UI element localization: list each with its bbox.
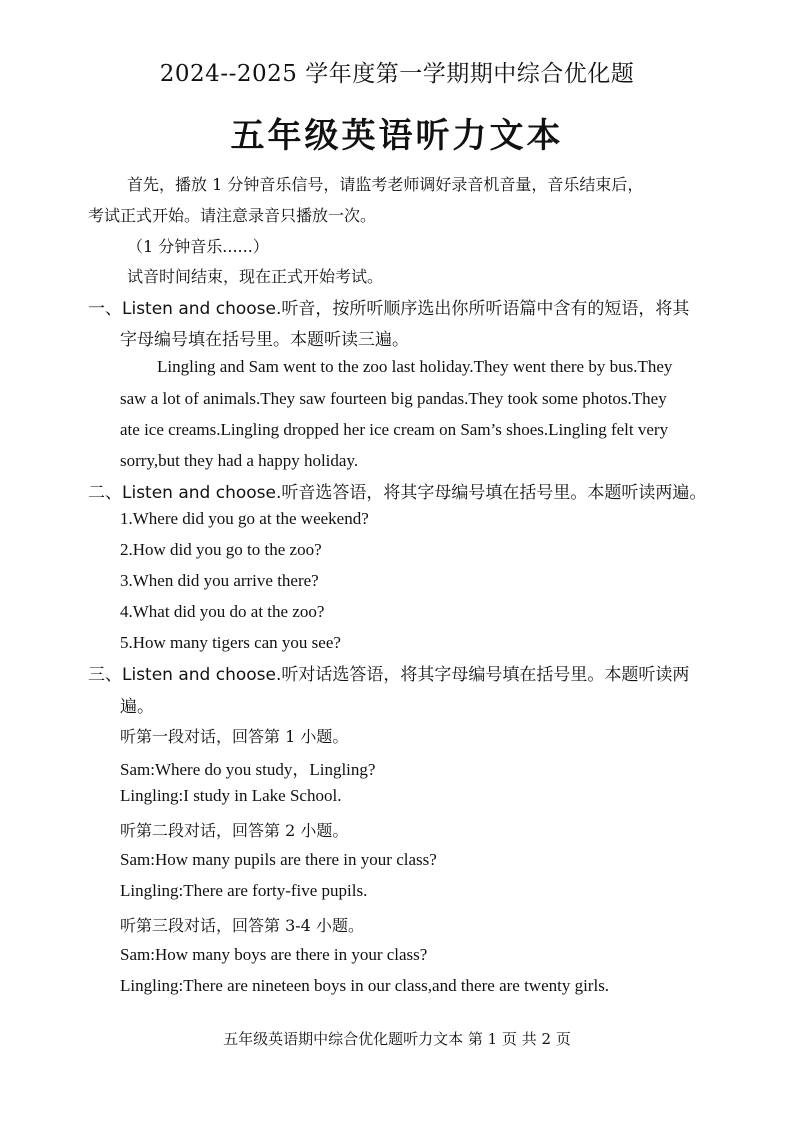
intro-line: 试音时间结束，现在正式开始考试。	[127, 267, 384, 286]
section-1-heading: 一、Listen and choose.听音，按所听顺序选出你所听语篇中含有的短语，将其	[88, 299, 690, 319]
section-2-heading: 二、Listen and choose.听音选答语，将其字母编号填在括号里。本题听读两遍。	[88, 483, 707, 503]
passage-line: saw a lot of animals.They saw fourteen big pandas.They took some photos.They	[120, 389, 667, 408]
intro-line: 考试正式开始。请注意录音只播放一次。	[88, 206, 377, 225]
section-1-heading-cont: 字母编号填在括号里。本题听读三遍。	[120, 330, 409, 350]
question-item: 3.When did you arrive there?	[120, 571, 319, 590]
dialogue-line: Lingling:I study in Lake School.	[120, 786, 342, 805]
question-item: 5.How many tigers can you see?	[120, 633, 341, 652]
page-footer: 五年级英语期中综合优化题听力文本 第 1 页 共 2 页	[223, 1030, 571, 1048]
question-item: 2.How did you go to the zoo?	[120, 540, 322, 559]
dialogue-line: Sam:How many pupils are there in your class?	[120, 850, 437, 869]
dialogue-instruction: 听第一段对话，回答第 1 小题。	[120, 727, 349, 746]
section-3-heading-cont: 遍。	[120, 697, 154, 717]
passage-line: sorry,but they had a happy holiday.	[120, 451, 359, 470]
dialogue-line: Lingling:There are forty-five pupils.	[120, 881, 368, 900]
intro-line: （1 分钟音乐......）	[127, 237, 269, 256]
dialogue-line: Sam:Where do you study，Lingling?	[120, 760, 376, 779]
document-title: 五年级英语听力文本	[230, 116, 564, 156]
dialogue-line: Sam:How many boys are there in your class?	[120, 945, 428, 964]
intro-line: 首先，播放 1 分钟音乐信号，请监考老师调好录音机音量，音乐结束后，	[127, 175, 644, 194]
dialogue-line: Lingling:There are nineteen boys in our class,and there are twenty girls.	[120, 976, 610, 995]
dialogue-instruction: 听第二段对话，回答第 2 小题。	[120, 821, 349, 840]
passage-line: ate ice creams.Lingling dropped her ice cream on Sam’s shoes.Lingling felt very	[120, 420, 669, 439]
question-item: 1.Where did you go at the weekend?	[120, 509, 369, 528]
dialogue-instruction: 听第三段对话，回答第 3-4 小题。	[120, 916, 364, 935]
question-item: 4.What did you do at the zoo?	[120, 602, 325, 621]
passage-line: Lingling and Sam went to the zoo last holiday.They went there by bus.They	[157, 357, 673, 376]
section-3-heading: 三、Listen and choose.听对话选答语，将其字母编号填在括号里。本题听读两	[88, 665, 690, 685]
exam-header: 2024--2025 学年度第一学期期中综合优化题	[159, 61, 635, 87]
